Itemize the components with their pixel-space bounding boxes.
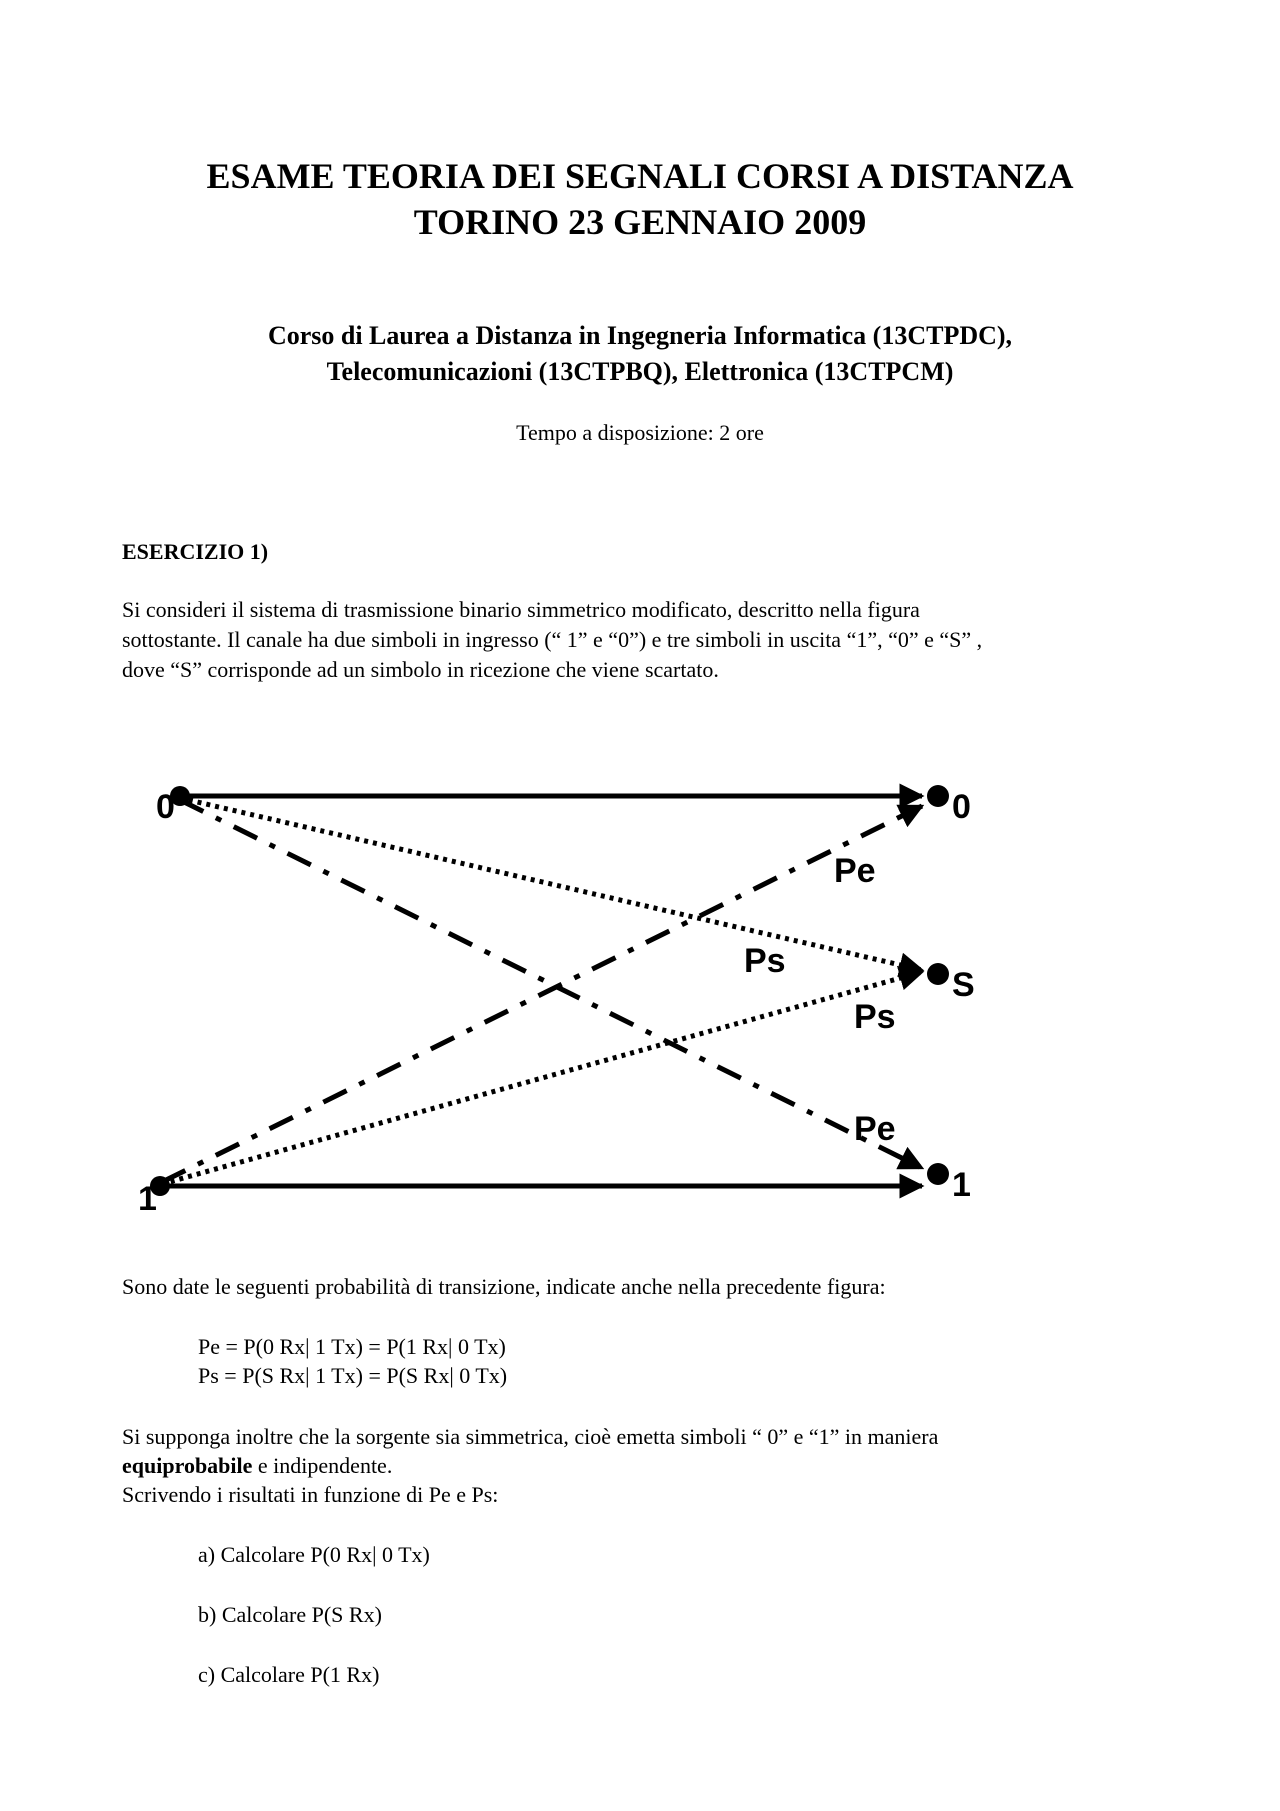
node-output-0: [927, 785, 949, 807]
exercise-heading: ESERCIZIO 1): [122, 539, 269, 564]
question-c: c) Calcolare P(1 Rx): [198, 1662, 380, 1687]
edge-1-to-0: [162, 806, 922, 1182]
equiprobable-bold: equiprobabile: [122, 1453, 253, 1478]
assumption-line-2-rest: e indipendente.: [252, 1453, 393, 1478]
label-output-1: 1: [952, 1166, 971, 1204]
label-output-0: 0: [952, 788, 971, 826]
assumption-line-1: Si supponga inoltre che la sorgente sia simmetrica, cioè emetta simboli “ 0” e “1” in maniera: [122, 1424, 939, 1449]
label-output-s: S: [952, 966, 975, 1004]
label-input-0: 0: [156, 788, 175, 826]
formula-ps: Ps = P(S Rx| 1 Tx) = P(S Rx| 0 Tx): [198, 1363, 508, 1388]
label-ps-top: Ps: [744, 942, 786, 980]
label-ps-bottom: Ps: [854, 998, 896, 1036]
intro-line-1: Si consideri il sistema di trasmissione binario simmetrico modificato, descritto nella figura: [122, 597, 920, 622]
question-b: b) Calcolare P(S Rx): [198, 1602, 382, 1627]
edge-0-to-s: [180, 798, 922, 970]
label-pe-bottom: Pe: [854, 1110, 896, 1148]
given-probabilities-text: Sono date le seguenti probabilità di transizione, indicate anche nella precedente figura:: [122, 1274, 886, 1299]
results-intro: Scrivendo i risultati in funzione di Pe e Ps:: [122, 1482, 499, 1507]
question-a: a) Calcolare P(0 Rx| 0 Tx): [198, 1542, 430, 1567]
node-output-1: [927, 1163, 949, 1185]
assumption-line-2: [122, 1451, 1162, 1481]
title-line-2: TORINO 23 GENNAIO 2009: [413, 202, 867, 242]
time-available: Tempo a disposizione: 2 ore: [516, 420, 764, 445]
label-pe-top: Pe: [834, 852, 876, 890]
formula-pe: Pe = P(0 Rx| 1 Tx) = P(1 Rx| 0 Tx): [198, 1334, 506, 1359]
node-output-s: [927, 963, 949, 985]
edge-0-to-1: [180, 800, 922, 1168]
intro-line-2: sottostante. Il canale ha due simboli in ingresso (“ 1” e “0”) e tre simboli in uscita “1”, “0” e “S” ,: [122, 627, 983, 652]
label-input-1: 1: [138, 1180, 157, 1218]
intro-line-3: dove “S” corrisponde ad un simbolo in ricezione che viene scartato.: [122, 657, 719, 682]
subtitle-line-2: Telecomunicazioni (13CTPBQ), Elettronica (13CTPCM): [326, 357, 954, 386]
edge-1-to-s: [162, 972, 922, 1184]
subtitle-line-1: Corso di Laurea a Distanza in Ingegneria Informatica (13CTPDC),: [267, 321, 1013, 350]
title-line-1: ESAME TEORIA DEI SEGNALI CORSI A DISTANZA: [206, 156, 1074, 196]
